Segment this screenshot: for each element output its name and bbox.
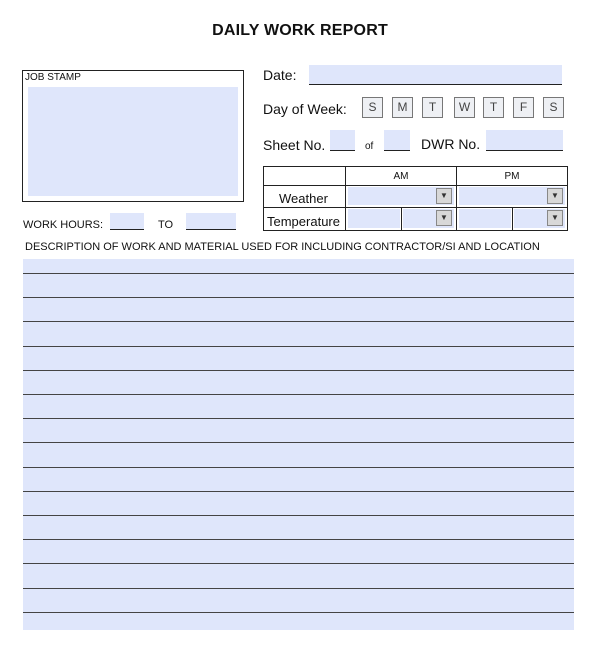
description-rule-line [23,563,574,564]
weather-pm-select[interactable] [459,187,565,205]
temperature-am-value-field[interactable] [348,209,400,228]
description-rule-line [23,321,574,322]
sheet-of-label: of [365,141,374,152]
description-rule-line [23,273,574,274]
day-thursday-checkbox[interactable]: T [483,97,504,118]
description-rule-line [23,588,574,589]
description-rule-line [23,346,574,347]
work-hours-to-field[interactable] [186,213,236,230]
job-stamp-field[interactable] [28,87,238,196]
pm-header: PM [504,171,520,182]
day-of-week-label: Day of Week: [263,101,347,117]
description-rule-line [23,370,574,371]
description-rule-line [23,418,574,419]
description-rule-line [23,491,574,492]
work-hours-label: WORK HOURS: [23,219,104,231]
description-rule-line [23,297,574,298]
work-hours-from-field[interactable] [110,213,144,230]
description-rule-line [23,515,574,516]
day-wednesday-checkbox[interactable]: W [454,97,475,118]
date-field[interactable] [309,65,562,85]
dwr-number-label: DWR No. [421,136,481,152]
work-hours-to-label: TO [158,219,174,231]
sheet-number-label: Sheet No. [263,137,326,153]
description-rule-line [23,612,574,613]
temperature-pm-select[interactable] [514,209,565,228]
am-header: AM [393,171,409,182]
day-friday-checkbox[interactable]: F [513,97,534,118]
description-rule-line [23,394,574,395]
job-stamp-label: JOB STAMP [25,72,81,83]
weather-am-select[interactable] [348,187,454,205]
description-field[interactable] [23,259,574,630]
dwr-number-field[interactable] [486,130,563,151]
weather-row-label: Weather [279,191,328,206]
sheet-total-field[interactable] [384,130,410,151]
day-sunday-checkbox[interactable]: S [362,97,383,118]
day-monday-checkbox[interactable]: M [392,97,413,118]
description-label: DESCRIPTION OF WORK AND MATERIAL USED FOR INCLUDING CONTRACTOR/SI AND LOCATION [25,241,540,253]
chevron-down-icon[interactable]: ▼ [436,188,452,204]
chevron-down-icon[interactable]: ▼ [436,210,452,226]
temperature-pm-value-field[interactable] [459,209,511,228]
job-stamp-box [22,70,244,202]
day-tuesday-checkbox[interactable]: T [422,97,443,118]
chevron-down-icon[interactable]: ▼ [547,188,563,204]
description-rule-line [23,467,574,468]
day-saturday-checkbox[interactable]: S [543,97,564,118]
date-label: Date: [263,67,297,83]
temperature-row-label: Temperature [267,214,340,229]
temperature-am-select[interactable] [403,209,454,228]
report-title: DAILY WORK REPORT [212,22,388,39]
description-rule-line [23,442,574,443]
description-rule-line [23,539,574,540]
weather-table [263,166,568,231]
chevron-down-icon[interactable]: ▼ [547,210,563,226]
sheet-number-field[interactable] [330,130,355,151]
